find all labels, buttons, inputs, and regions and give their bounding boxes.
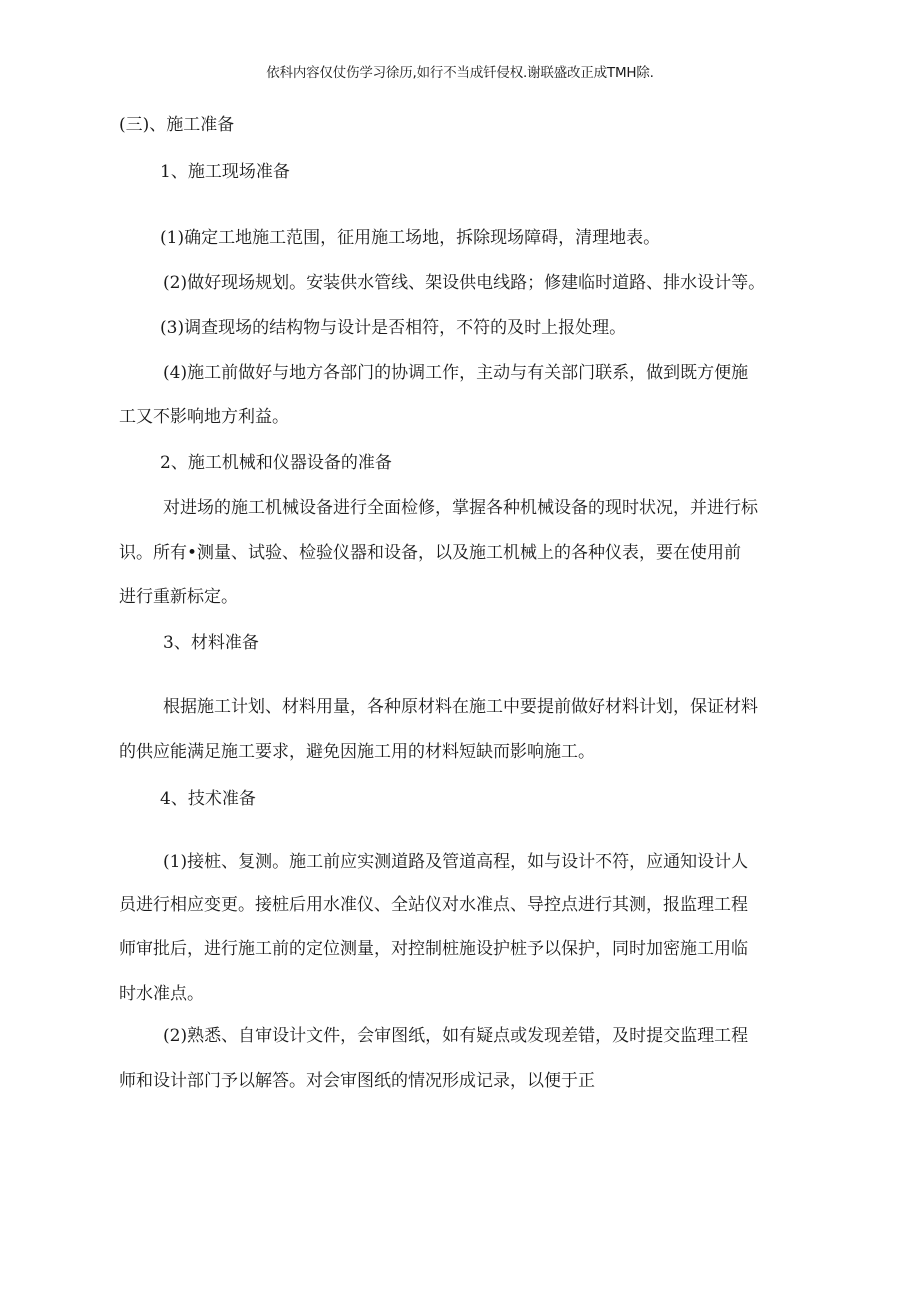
- paragraph-line: 识。所有•测量、试验、检验仪器和设备，以及施工机械上的各种仪表，要在使用前: [119, 543, 742, 563]
- paragraph-line: 时水准点。: [119, 984, 204, 1004]
- paragraph-line: (1)接桩、复测。施工前应实测道路及管道高程，如与设计不符，应通知设计人: [163, 852, 749, 872]
- paragraph-line: 进行重新标定。: [119, 587, 238, 607]
- paragraph-line: 根据施工计划、材料用量，各种原材料在施工中要提前做好材料计划，保证材料: [163, 697, 758, 717]
- paragraph-line: 师审批后，进行施工前的定位测量，对控制桩施设护桩予以保护，同时加密施工用临: [119, 939, 748, 959]
- subsection-heading-3: 3、材料准备: [163, 633, 259, 653]
- paragraph-line: 工又不影响地方利益。: [119, 407, 289, 427]
- paragraph-line: (2)做好现场规划。安装供水管线、架设供电线路；修建临时道路、排水设计等。: [163, 273, 766, 293]
- paragraph-line: (1)确定工地施工范围，征用施工场地，拆除现场障碍，清理地表。: [160, 228, 661, 248]
- header-disclaimer: 依科内容仅仗伤学习徐历,如行不当成钎侵权.谢联盛改正成TMH除.: [266, 65, 654, 81]
- paragraph-line: 师和设计部门予以解答。对会审图纸的情况形成记录，以便于正: [119, 1071, 595, 1091]
- subsection-heading-2: 2、施工机械和仪器设备的准备: [160, 453, 392, 473]
- paragraph-line: 的供应能满足施工要求，避免因施工用的材料短缺而影响施工。: [119, 742, 595, 762]
- subsection-heading-1: 1、施工现场准备: [160, 162, 290, 182]
- paragraph-line: (4)施工前做好与地方各部门的协调工作，主动与有关部门联系，做到既方便施: [163, 363, 749, 383]
- section-title: (三)、施工准备: [119, 115, 235, 135]
- paragraph-line: (2)熟悉、自审设计文件，会审图纸，如有疑点或发现差错，及时提交监理工程: [163, 1026, 749, 1046]
- paragraph-line: 对进场的施工机械设备进行全面检修，掌握各种机械设备的现时状况，并进行标: [163, 498, 758, 518]
- paragraph-line: 员进行相应变更。接桩后用水准仪、全站仪对水准点、导控点进行其测，报监理工程: [119, 895, 748, 915]
- paragraph-line: (3)调查现场的结构物与设计是否相符，不符的及时上报处理。: [160, 318, 627, 338]
- subsection-heading-4: 4、技术准备: [160, 789, 256, 809]
